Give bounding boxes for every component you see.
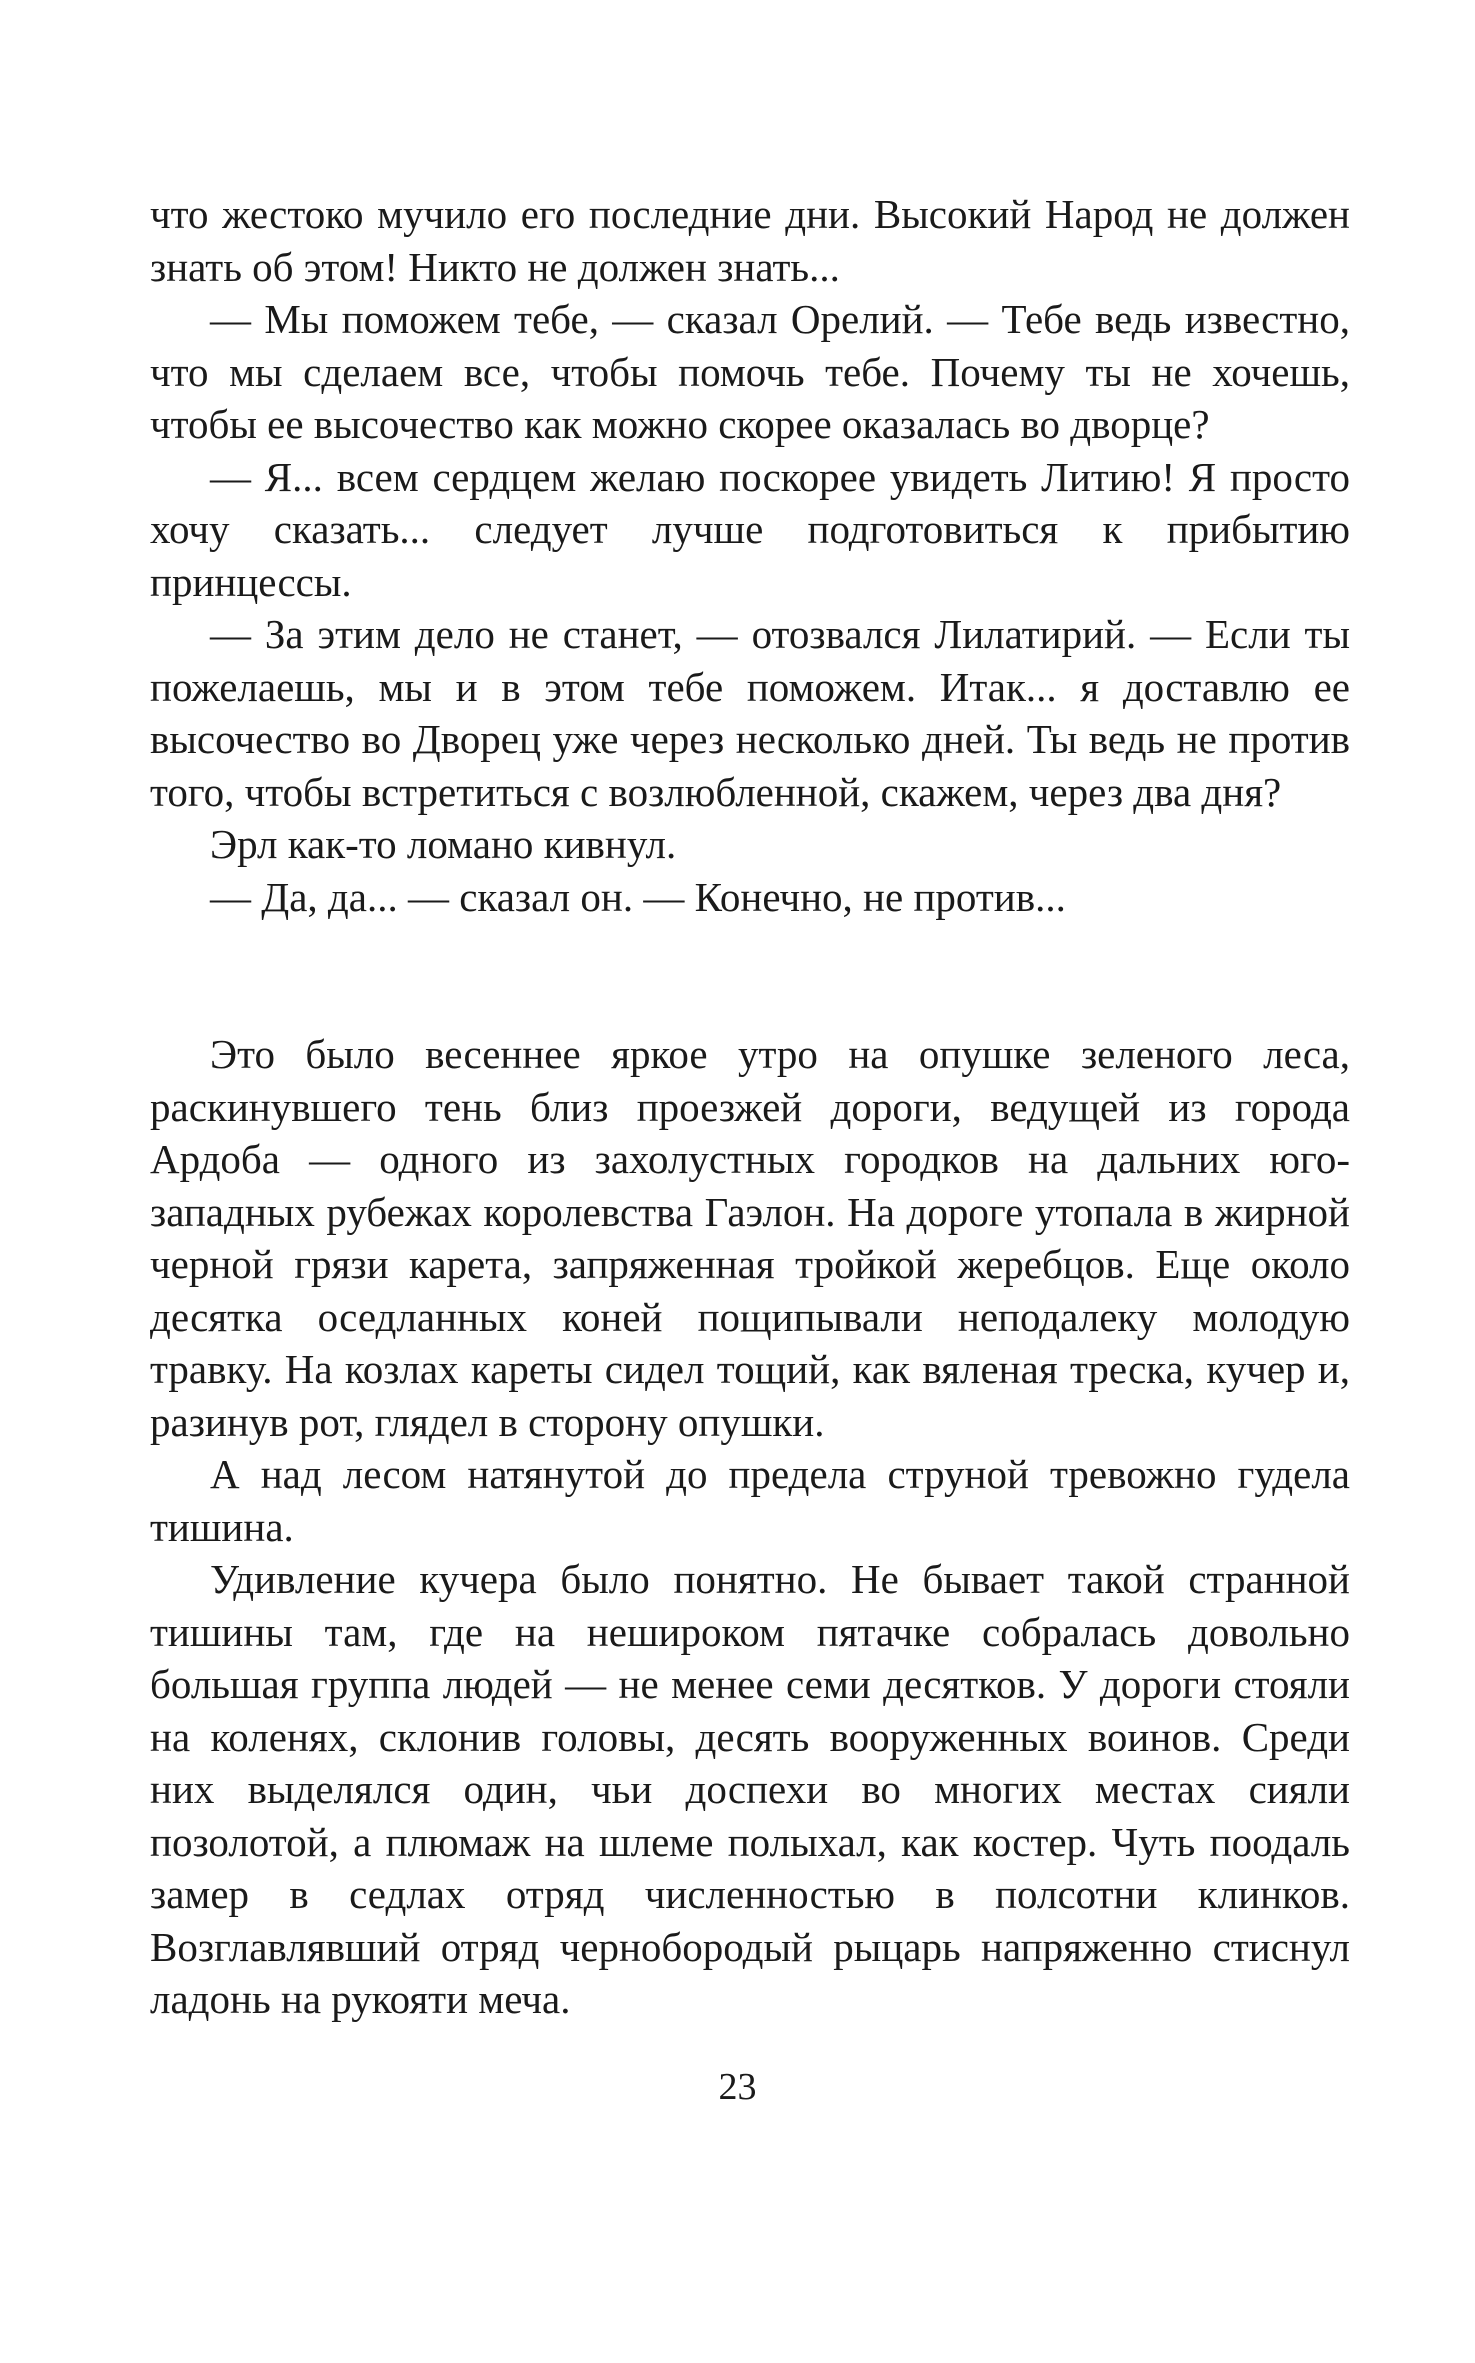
section-narrative	[150, 1028, 1350, 2026]
page-body	[150, 188, 1350, 2026]
paragraph: А над лесом натянутой до предела струной тревожно гудела тишина.	[150, 1451, 1350, 1550]
paragraph: — За этим дело не станет, — отозвался Лилатирий. — Если ты пожелаешь, мы и в этом тебе поможем. Итак... я доставлю ее высочество во Дворец уже через несколько дней. Ты ведь не против того, чтобы встретиться с возлюбленной, скажем, через два дня?	[150, 611, 1350, 815]
paragraph: — Мы поможем тебе, — сказал Орелий. — Тебе ведь известно, что мы сделаем все, чтобы помочь тебе. Почему ты не хочешь, чтобы ее высочество как можно скорее оказалась во дворце?	[150, 296, 1350, 447]
paragraph: Эрл как-то ломано кивнул.	[210, 821, 677, 867]
page-number: 23	[718, 2066, 757, 2108]
section-break	[150, 923, 1350, 1028]
paragraph: — Да, да... — сказал он. — Конечно, не против...	[210, 873, 1066, 920]
paragraph: что жестоко мучило его последние дни. Высокий Народ не должен знать об этом! Никто не должен знать...	[150, 191, 1350, 290]
section-dialogue	[150, 188, 1350, 923]
paragraph: Это было весеннее яркое утро на опушке зеленого леса, раскинувшего тень близ проезжей дороги, ведущей из города Ардоба — одного из захолустных городков на дальних юго-западных рубежах королевства Гаэлон. На дороге утопала в жирной черной грязи карета, запряженная тройкой жеребцов. Еще около десятка оседланных коней пощипывали неподалеку молодую травку. На козлах кареты сидел тощий, как вяленая треска, кучер и, разинув рот, глядел в сторону опушки.	[150, 1031, 1350, 1445]
paragraph: Удивление кучера было понятно. Не бывает такой странной тишины там, где на нешироком пятачке собралась довольно большая группа людей — не менее семи десятков. У дороги стояли на коленях, склонив головы, десять вооруженных воинов. Среди них выделялся один, чьи доспехи во многих местах сияли позолотой, а плюмаж на шлеме полыхал, как костер. Чуть поодаль замер в седлах отряд численностью в полсотни клинков. Возглавлявший отряд чернобородый рыцарь напряженно стиснул ладонь на рукояти меча.	[150, 1556, 1350, 2022]
paragraph: — Я... всем сердцем желаю поскорее увидеть Литию! Я просто хочу сказать... следует лучше подготовиться к прибытию принцессы.	[150, 453, 1350, 605]
